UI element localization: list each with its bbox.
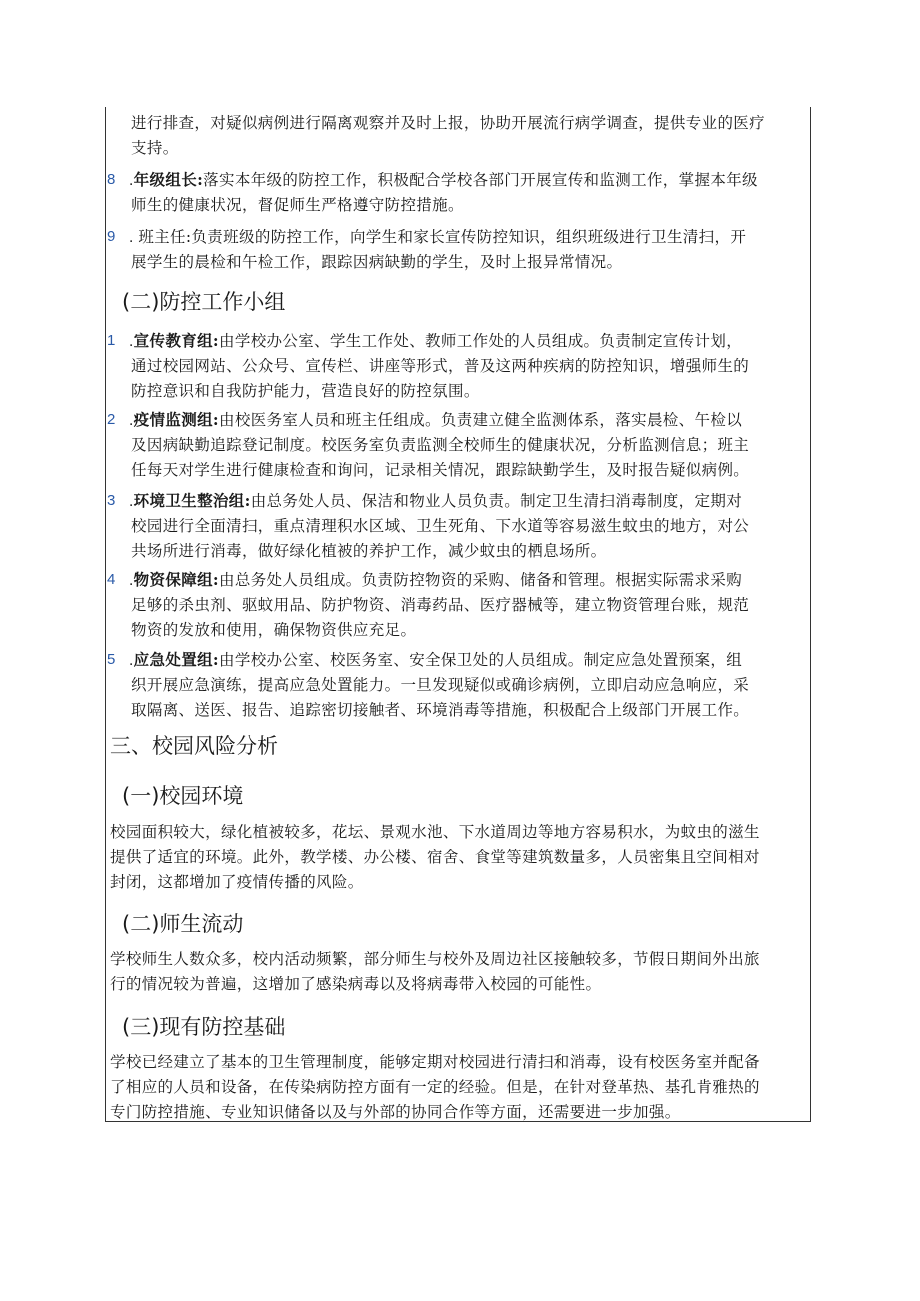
group-title: 环境卫生整治组: (133, 491, 251, 510)
paragraph-line: 封闭，这都增加了疫情传播的风险。 (110, 873, 364, 891)
paragraph-line: 支持。 (131, 139, 179, 157)
paragraph-line: 专门防控措施、专业知识储备以及与外部的协同合作等方面，还需要进一步加强。 (110, 1103, 681, 1121)
list-item-line: 校园进行全面清扫，重点清理积水区域、卫生死角、下水道等容易滋生蚊虫的地方，对公 (131, 517, 750, 535)
list-item-line: 防控意识和自我防护能力，营造良好的防控氛围。 (131, 382, 480, 400)
list-item-line: .环境卫生整治组:由总务处人员、保洁和物业人员负责。制定卫生清扫消毒制度，定期对 (129, 491, 743, 510)
group-title: 物资保障组: (133, 570, 219, 589)
role-title: 班主任: (138, 228, 192, 246)
list-number: 3 (107, 492, 116, 509)
paragraph-line: 提供了适宜的环境。此外，教学楼、办公楼、宿舍、食堂等建筑数量多，人员密集且空间相对 (110, 848, 760, 866)
list-number: 9 (107, 228, 116, 245)
list-item-line: 通过校园网站、公众号、宣传栏、讲座等形式，普及这两种疾病的防控知识，增强师生的 (131, 357, 750, 375)
group-title: 宣传教育组: (133, 331, 219, 350)
list-number: 4 (107, 571, 116, 588)
paragraph-line: 学校师生人数众多，校内活动频繁，部分师生与校外及周边社区接触较多，节假日期间外出旅 (110, 950, 760, 968)
list-number: 1 (107, 332, 116, 349)
list-item-line: 共场所进行消毒，做好绿化植被的养护工作，减少蚊虫的栖息场所。 (131, 542, 607, 560)
list-item-line: .宣传教育组:由学校办公室、学生工作处、教师工作处的人员组成。负责制定宣传计划， (129, 331, 743, 350)
list-item-line: 及因病缺勤追踪登记制度。校医务室负责监测全校师生的健康状况，分析监测信息；班主 (131, 436, 750, 454)
list-item-line: 展学生的晨检和午检工作，跟踪因病缺勤的学生，及时上报异常情况。 (131, 253, 623, 271)
chapter-heading: 三、校园风险分析 (110, 734, 278, 758)
list-number: 2 (107, 411, 116, 428)
section-heading: (二)师生流动 (122, 912, 244, 936)
section-heading: (三)现有防控基础 (122, 1015, 286, 1039)
list-item-line: .应急处置组:由学校办公室、校医务室、安全保卫处的人员组成。制定应急处置预案，组 (129, 650, 743, 669)
section-heading: (一)校园环境 (122, 784, 244, 808)
list-item-line: 任每天对学生进行健康检查和询问，记录相关情况，跟踪缺勤学生，及时报告疑似病例。 (131, 461, 750, 479)
list-number: 8 (107, 171, 116, 188)
list-item-line: .疫情监测组:由校医务室人员和班主任组成。负责建立健全监测体系，落实晨检、午检以 (129, 410, 743, 429)
paragraph-line: 进行排查，对疑似病例进行隔离观察并及时上报，协助开展流行病学调查，提供专业的医疗 (131, 114, 766, 132)
paragraph-line: 校园面积较大，绿化植被较多，花坛、景观水池、下水道周边等地方容易积水，为蚊虫的滋生 (110, 823, 760, 841)
paragraph-line: 学校已经建立了基本的卫生管理制度，能够定期对校园进行清扫和消毒，设有校医务室并配备 (110, 1053, 760, 1071)
list-item-line: .物资保障组:由总务处人员组成。负责防控物资的采购、储备和管理。根据实际需求采购 (129, 570, 743, 589)
list-number: 5 (107, 651, 116, 668)
paragraph-line: 了相应的人员和设备，在传染病防控方面有一定的经验。但是，在针对登革热、基孔肯雅热的 (110, 1078, 760, 1096)
list-item-line: 织开展应急演练，提高应急处置能力。一旦发现疑似或确诊病例，立即启动应急响应，采 (131, 676, 750, 694)
group-title: 应急处置组: (133, 650, 219, 669)
paragraph-line: 行的情况较为普遍，这增加了感染病毒以及将病毒带入校园的可能性。 (110, 975, 602, 993)
list-item-line: 取隔离、送医、报告、追踪密切接触者、环境消毒等措施，积极配合上级部门开展工作。 (131, 701, 750, 719)
list-item-line: 足够的杀虫剂、驱蚊用品、防护物资、消毒药品、医疗器械等，建立物资管理台账，规范 (131, 596, 750, 614)
list-item-line: 师生的健康状况，督促师生严格遵守防控措施。 (131, 196, 464, 214)
group-title: 疫情监测组: (133, 410, 219, 429)
role-title: 年级组长: (133, 170, 204, 189)
section-heading: (二)防控工作小组 (122, 290, 286, 314)
list-item-line: . 班主任:负责班级的防控工作，向学生和家长宣传防控知识，组织班级进行卫生清扫，开 (129, 228, 747, 246)
list-item-line: .年级组长:落实本年级的防控工作，积极配合学校各部门开展宣传和监测工作，掌握本年级 (129, 170, 758, 189)
list-item-line: 物资的发放和使用，确保物资供应充足。 (131, 621, 417, 639)
